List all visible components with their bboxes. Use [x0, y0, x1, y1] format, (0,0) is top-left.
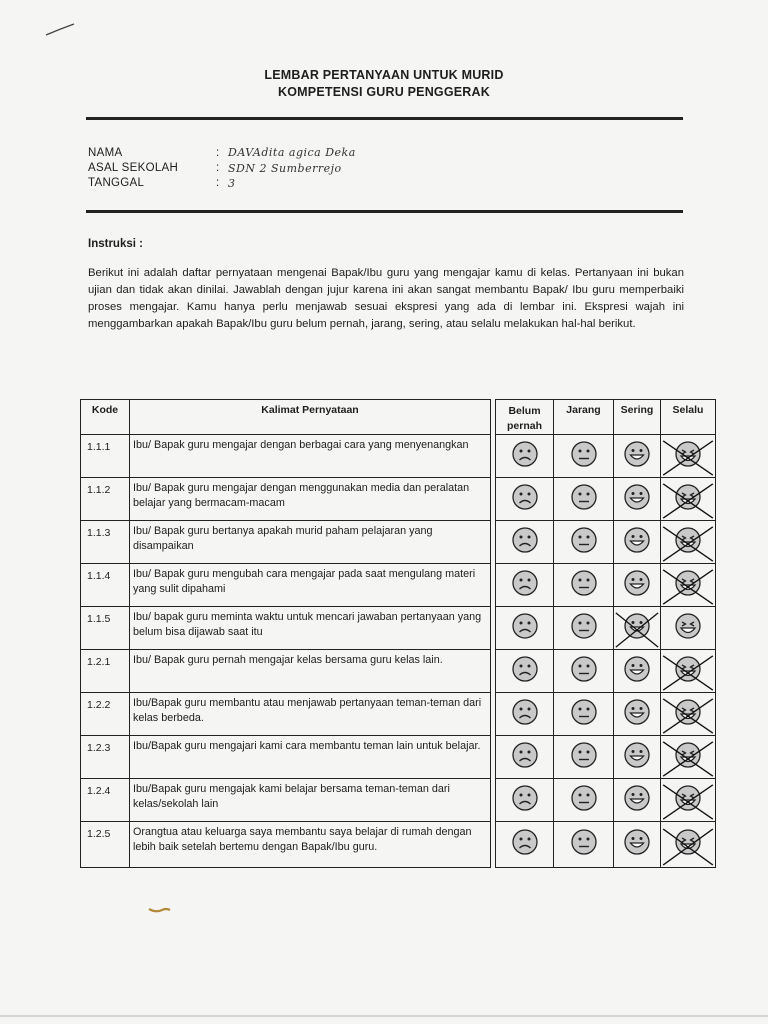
option-selalu[interactable] — [661, 521, 716, 564]
option-sering[interactable] — [614, 521, 661, 564]
document-title-line1: LEMBAR PERTANYAAN UNTUK MURID — [264, 68, 504, 82]
header-sering: Sering — [614, 400, 661, 435]
pen-mark — [44, 20, 84, 40]
smile-face-icon — [622, 740, 652, 770]
option-sering[interactable] — [614, 478, 661, 521]
option-jarang[interactable] — [554, 521, 614, 564]
option-jarang[interactable] — [554, 822, 614, 868]
option-selalu[interactable] — [661, 435, 716, 478]
table-row — [81, 693, 716, 736]
option-sering-cell — [614, 827, 660, 867]
option-jarang[interactable] — [554, 736, 614, 779]
sad-face-icon — [510, 697, 540, 727]
option-selalu[interactable] — [661, 478, 716, 521]
row-statement: Ibu/ Bapak guru mengajar dengan berbagai cara yang menyenangkan — [130, 435, 491, 478]
nama-value[interactable]: DAVAdita agica Deka — [228, 146, 356, 159]
header-kalimat: Kalimat Pernyataan — [130, 400, 491, 435]
neutral-face-icon — [569, 482, 599, 512]
option-sering[interactable] — [614, 607, 661, 650]
header-belum-pernah: Belum pernah — [496, 400, 554, 435]
sad-face-icon — [510, 568, 540, 598]
smile-face-icon — [622, 568, 652, 598]
cross-mark-icon — [661, 783, 715, 821]
table-row — [81, 564, 716, 607]
option-belum[interactable] — [496, 521, 554, 564]
option-sering[interactable] — [614, 822, 661, 868]
smile-face-icon — [622, 697, 652, 727]
option-sering[interactable] — [614, 693, 661, 736]
option-jarang-cell — [554, 654, 613, 692]
table-row — [81, 736, 716, 779]
option-belum[interactable] — [496, 564, 554, 607]
option-belum[interactable] — [496, 435, 554, 478]
table-header-row — [81, 400, 716, 435]
cross-mark-icon — [661, 525, 715, 563]
row-code: 1.2.1 — [81, 650, 130, 693]
row-statement: Ibu/ Bapak guru pernah mengajar kelas bersama guru kelas lain. — [130, 650, 491, 693]
instructions-heading: Instruksi : — [88, 238, 143, 250]
option-jarang-cell — [554, 740, 613, 778]
option-selalu[interactable] — [661, 779, 716, 822]
option-sering[interactable] — [614, 736, 661, 779]
option-belum[interactable] — [496, 736, 554, 779]
option-belum[interactable] — [496, 650, 554, 693]
option-belum[interactable] — [496, 478, 554, 521]
option-sering-cell — [614, 482, 660, 520]
option-jarang-cell — [554, 783, 613, 821]
option-jarang-cell — [554, 611, 613, 649]
row-statement: Ibu/Bapak guru membantu atau menjawab pertanyaan teman-teman dari kelas berbeda. — [130, 693, 491, 736]
sad-face-icon — [510, 740, 540, 770]
option-selalu-cell — [661, 611, 715, 649]
row-code: 1.1.3 — [81, 521, 130, 564]
table-row — [81, 478, 716, 521]
option-selalu-cell — [661, 525, 715, 563]
smile-face-icon — [622, 525, 652, 555]
option-sering[interactable] — [614, 435, 661, 478]
option-sering-cell — [614, 568, 660, 606]
option-selalu-cell — [661, 740, 715, 778]
sad-face-icon — [510, 525, 540, 555]
option-jarang[interactable] — [554, 564, 614, 607]
table-row — [81, 650, 716, 693]
sad-face-icon — [510, 783, 540, 813]
option-jarang-cell — [554, 827, 613, 867]
option-belum-cell — [496, 568, 553, 606]
sekolah-colon: : — [216, 162, 220, 174]
neutral-face-icon — [569, 697, 599, 727]
option-selalu[interactable] — [661, 650, 716, 693]
smile-face-icon — [622, 654, 652, 684]
cross-mark-icon — [661, 439, 715, 477]
row-statement: Ibu/ Bapak guru bertanya apakah murid paham pelajaran yang disampaikan — [130, 521, 491, 564]
option-sering-cell — [614, 697, 660, 735]
option-sering[interactable] — [614, 650, 661, 693]
header-selalu: Selalu — [661, 400, 716, 435]
option-sering-cell — [614, 525, 660, 563]
smile-face-icon — [622, 482, 652, 512]
neutral-face-icon — [569, 740, 599, 770]
table-row — [81, 779, 716, 822]
option-jarang-cell — [554, 439, 613, 477]
row-code: 1.2.2 — [81, 693, 130, 736]
option-belum-cell — [496, 439, 553, 477]
smudge-mark — [148, 905, 172, 915]
option-sering-cell — [614, 439, 660, 477]
header-kode: Kode — [81, 400, 130, 435]
option-selalu-cell — [661, 697, 715, 735]
neutral-face-icon — [569, 525, 599, 555]
option-sering[interactable] — [614, 779, 661, 822]
option-selalu-cell — [661, 482, 715, 520]
statement-table — [80, 399, 716, 868]
option-jarang-cell — [554, 482, 613, 520]
row-statement: Orangtua atau keluarga saya membantu saya belajar di rumah dengan lebih baik setelah bertemu dengan Bapak/Ibu guru. — [130, 822, 491, 868]
row-code: 1.2.4 — [81, 779, 130, 822]
sad-face-icon — [510, 827, 540, 857]
asal-sekolah-value[interactable]: SDN 2 Sumberrejo — [228, 162, 342, 175]
option-sering-cell — [614, 740, 660, 778]
option-belum-cell — [496, 827, 553, 867]
option-selalu-cell — [661, 439, 715, 477]
row-code: 1.1.4 — [81, 564, 130, 607]
neutral-face-icon — [569, 783, 599, 813]
row-statement: Ibu/Bapak guru mengajak kami belajar bersama teman-teman dari kelas/sekolah lain — [130, 779, 491, 822]
option-belum-cell — [496, 783, 553, 821]
option-belum-cell — [496, 740, 553, 778]
option-selalu-cell — [661, 827, 715, 867]
row-code: 1.2.5 — [81, 822, 130, 868]
smile-face-icon — [622, 827, 652, 857]
smile-face-icon — [622, 439, 652, 469]
tanggal-value[interactable]: 3 — [228, 177, 236, 190]
tanggal-colon: : — [216, 177, 220, 189]
option-selalu[interactable] — [661, 564, 716, 607]
option-belum-cell — [496, 482, 553, 520]
table-row — [81, 822, 716, 868]
cross-mark-icon — [661, 827, 715, 867]
row-statement: Ibu/ Bapak guru mengubah cara mengajar pada saat mengulang materi yang sulit dipahami — [130, 564, 491, 607]
option-belum[interactable] — [496, 607, 554, 650]
neutral-face-icon — [569, 568, 599, 598]
row-statement: Ibu/Bapak guru mengajari kami cara membantu teman lain untuk belajar. — [130, 736, 491, 779]
laughing-face-icon — [673, 611, 703, 641]
option-selalu[interactable] — [661, 822, 716, 868]
sad-face-icon — [510, 611, 540, 641]
option-belum[interactable] — [496, 822, 554, 868]
option-sering[interactable] — [614, 564, 661, 607]
option-jarang[interactable] — [554, 607, 614, 650]
neutral-face-icon — [569, 611, 599, 641]
sad-face-icon — [510, 654, 540, 684]
nama-colon: : — [216, 147, 220, 159]
cross-mark-icon — [661, 654, 715, 692]
option-jarang[interactable] — [554, 650, 614, 693]
option-belum-cell — [496, 611, 553, 649]
option-jarang-cell — [554, 697, 613, 735]
smile-face-icon — [622, 783, 652, 813]
tanggal-label: TANGGAL — [88, 177, 145, 189]
option-belum-cell — [496, 654, 553, 692]
document-title-line2: KOMPETENSI GURU PENGGERAK — [278, 85, 490, 99]
option-sering-cell — [614, 783, 660, 821]
top-divider — [86, 117, 683, 120]
row-statement: Ibu/ bapak guru meminta waktu untuk mencari jawaban pertanyaan yang belum bisa dijawab saat itu — [130, 607, 491, 650]
row-code: 1.2.3 — [81, 736, 130, 779]
instructions-body: Berikut ini adalah daftar pernyataan mengenai Bapak/Ibu guru yang mengajar kamu di kelas. Pertanyaan ini bukan ujian dan tidak akan dinilai. Jawablah dengan jujur karena ini akan sangat membantu Bapak/ Ibu guru memperbaiki proses mengajar. Kamu hanya perlu menjawab sesuai ekspresi yang ada di lembar ini. Ekspresi wajah ini menggambarkan apakah Bapak/Ibu guru belum pernah, jarang, sering, atau selalu melakukan hal-hal berikut. — [88, 267, 684, 330]
table-row — [81, 435, 716, 478]
option-jarang[interactable] — [554, 693, 614, 736]
cross-mark-icon — [661, 697, 715, 735]
option-belum-cell — [496, 697, 553, 735]
sad-face-icon — [510, 482, 540, 512]
header-jarang: Jarang — [554, 400, 614, 435]
asal-sekolah-label: ASAL SEKOLAH — [88, 162, 179, 174]
neutral-face-icon — [569, 827, 599, 857]
option-jarang-cell — [554, 568, 613, 606]
option-selalu-cell — [661, 568, 715, 606]
option-jarang-cell — [554, 525, 613, 563]
option-selalu[interactable] — [661, 736, 716, 779]
row-statement: Ibu/ Bapak guru mengajar dengan menggunakan media dan peralatan belajar yang bermacam-macam — [130, 478, 491, 521]
row-code: 1.1.1 — [81, 435, 130, 478]
option-belum[interactable] — [496, 779, 554, 822]
option-selalu-cell — [661, 654, 715, 692]
option-sering-cell — [614, 654, 660, 692]
cross-mark-icon — [614, 611, 660, 649]
option-selalu[interactable] — [661, 607, 716, 650]
row-code: 1.1.5 — [81, 607, 130, 650]
cross-mark-icon — [661, 568, 715, 606]
option-sering-cell — [614, 611, 660, 649]
neutral-face-icon — [569, 654, 599, 684]
option-jarang[interactable] — [554, 478, 614, 521]
neutral-face-icon — [569, 439, 599, 469]
option-belum-cell — [496, 525, 553, 563]
bottom-divider — [86, 210, 683, 213]
table-row — [81, 521, 716, 564]
cross-mark-icon — [661, 482, 715, 520]
scan-edge — [0, 1015, 768, 1017]
option-selalu[interactable] — [661, 693, 716, 736]
row-code: 1.1.2 — [81, 478, 130, 521]
option-belum[interactable] — [496, 693, 554, 736]
option-jarang[interactable] — [554, 435, 614, 478]
nama-label: NAMA — [88, 147, 123, 159]
option-selalu-cell — [661, 783, 715, 821]
cross-mark-icon — [661, 740, 715, 778]
option-jarang[interactable] — [554, 779, 614, 822]
sad-face-icon — [510, 439, 540, 469]
table-row — [81, 607, 716, 650]
